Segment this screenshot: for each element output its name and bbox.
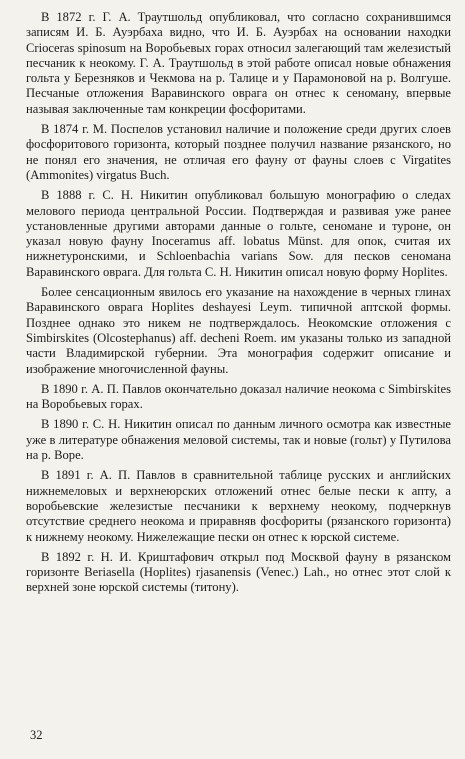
paragraph-1890-nikitin: В 1890 г. С. Н. Никитин описал по данным личного осмотра как известные уже в литературе обнажения меловой системы, так и новые (гольт) у Путилова на р. Воре. [26,417,451,463]
paragraph-1892: В 1892 г. Н. И. Криштафович открыл под Москвой фауну в рязанском горизонте Beriasella (Hoplites) rjasanensis (Venec.) Lah., но отнес этот слой к верхней зоне юрской системы (титону). [26,549,451,595]
paragraph-1891: В 1891 г. А. П. Павлов в сравнительной таблице русских и английских нижнемеловых и верхнеюрских отложений отнес белые пески к апту, а воробьевские железистые песчаники к верхнему неокому, подчеркнув отсутствие среднего неокома и приравняв фосфориты (рязанского горизонта) к нижнему неокому. Нижележащие пески он отнес к юрской системе. [26,468,451,544]
page-number: 32 [30,728,43,742]
paragraph-1872: В 1872 г. Г. А. Траутшольд опубликовал, что согласно сохранившимся записям И. Б. Ауэрбаха видно, что И. Б. Ауэрбах на основании находки Crioceras spinosum на Воробьевых горах относил залегающий там железистый песчаник к неокому. Г. А. Траутшольд в этой работе описал новые обнажения гольта у Березняков и Чекмова на р. Талице и у Парамоновой на р. Волгуше. Песчаные отложения Варавинского оврага он отнес к сеноману, впервые называя заключенные там конкреции фосфоритами. [26,10,451,116]
paragraph-1888-continued: Более сенсационным явилось его указание на нахождение в черных глинах Варавинского оврага Hoplites deshayesi Leym. типичной аптской формы. Позднее однако это никем не подтверждалось. Неокомские отложения с Simbirskites (Olcostephanus) aff. decheni Roem. им указаны только из западной части Владимирской губернии. Эта монография содержит описание и изображение многочисленной фауны. [26,285,451,376]
paragraph-1888: В 1888 г. С. Н. Никитин опубликовал большую монографию о следах мелового периода центральной России. Подтверждая и развивая уже ранее установленные другими авторами данные о гольте, сеномане и туроне, он указал новую фауну Inoceramus aff. lobatus Münst. для опок, считая их нижнетуронскими, и Schloenbachia varians Sow. для песков сеномана Варавинского оврага. Для гольта С. Н. Никитин описал новую форму Hoplites. [26,188,451,279]
paragraph-1890-pavlov: В 1890 г. А. П. Павлов окончательно доказал наличие неокома с Simbirskites на Воробьевых горах. [26,381,451,412]
paragraph-1874: В 1874 г. М. Поспелов установил наличие и положение среди других слоев фосфоритового горизонта, который позднее получил название рязанского, но не понял его значения, не отличая его фауну от фауны слоев с Virgatites (Ammonites) virgatus Buch. [26,122,451,182]
